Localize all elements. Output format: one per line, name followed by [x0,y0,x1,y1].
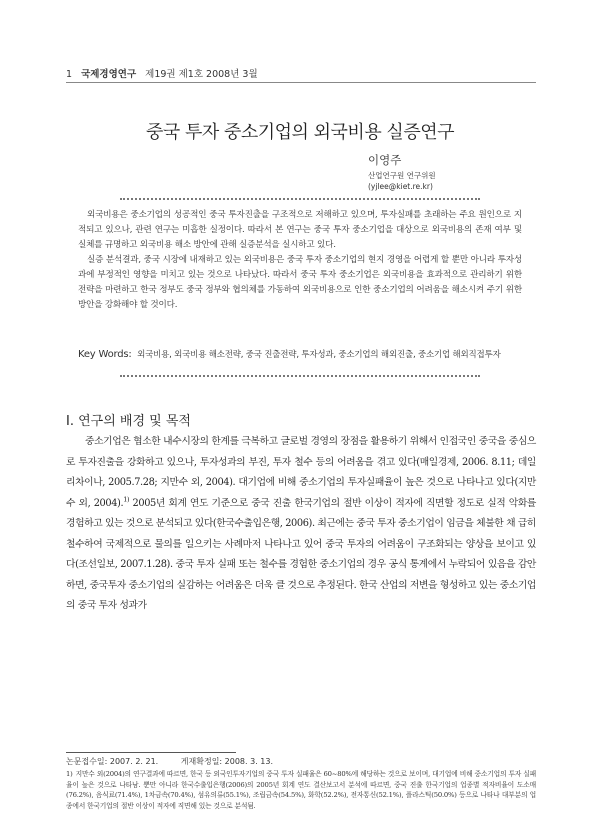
footnote [66,769,536,811]
section-heading: Ⅰ. 연구의 배경 및 목적 [66,414,191,429]
abstract [78,208,522,313]
abstract-paragraph: 외국비용은 중소기업의 성공적인 중국 투자진출을 구조적으로 저해하고 있으며, 투자실패를 초래하는 주요 원인으로 지적되고 있으나, 관련 연구는 미흡한 실정이다. 따라서 본 연구는 중국 투자 중소기업을 대상으로 외국비용의 존재 여부 및 실체를 규명하고 외국비용 해소 방안에 관해 실증분석을 실시하고 있다. [78,210,522,250]
body-text-part-1: 중소기업은 협소한 내수시장의 한계를 극복하고 글로벌 경영의 장점을 활용하기 위해서 인접국인 중국을 중심으로 투자진출을 강화하고 있으나, 투자성과의 부진, 투자 철수 등의 어려움을 겪고 있다(매일경제, 2006. 8.11; 데일리차이나, 2005.7.28; 지만수 외, 2004). 대기업에 비해 중소기업의 투자실패율이 높은 것으로 나타나고 있다(지만수 외, 2004). [66,436,536,509]
author-block [368,152,436,192]
body-text-part-2: 2005년 회계 연도 기준으로 중국 진출 한국기업의 절반 이상이 적자에 직면할 정도로 실적 악화를 경험하고 있는 것으로 분석되고 있다(한국수출입은행, 2006). 최근에는 중국 투자 중소기업이 임금을 체불한 채 급히 철수하여 국제적으로 물의를 일으키는 사례마저 나타나고 있어 중국 투자의 어려움이 구조화되는 양상을 보이고 있다(조선일보, 2007.1.28). 중국 투자 실패 또는 철수를 경험한 중소기업의 경우 공식 통계에서 누락되어 있음을 감안하면, 중국투자 중소기업의 실감하는 어려움은 더욱 클 것으로 추정된다. 한국 산업의 저변을 형성하고 있는 중소기업의 중국 투자 성과가 [66,497,536,611]
footnote-rule [66,752,236,753]
keywords-terms: 외국비용, 외국비용 해소전략, 중국 진출전략, 투자성과, 중소기업의 해외진출, 중소기업 해외직접투자 [137,350,501,360]
journal-name: 국제경영연구 [81,69,137,80]
abstract-bottom-divider [120,375,480,377]
running-head [66,66,258,80]
received-date: 논문접수일: 2007. 2. 21. [66,757,159,766]
author-name: 이영주 [368,153,402,167]
confirmed-date: 게재확정일: 2008. 3. 13. [180,757,274,766]
body-paragraph [66,432,536,617]
footnote-mark: 1) [66,770,73,778]
submission-dates [66,756,273,767]
keywords [78,348,538,360]
paper-title: 중국 투자 중소기업의 외국비용 실증연구 [146,122,454,143]
issue-info: 제19권 제1호 2008년 3월 [145,69,258,80]
author-affiliation: 산업연구원 연구위원 [368,171,436,180]
header-rule [66,82,536,83]
keywords-label: Key Words: [78,349,132,360]
author-email: (yjlee@kiet.re.kr) [368,182,433,191]
footnote-reference: 1) [123,495,130,504]
body-text [66,432,536,617]
abstract-top-divider [120,198,480,200]
page-number: 1 [66,69,73,80]
footnote-text: 지만수 외(2004)의 연구결과에 따르면, 한국 등 외국인투자기업의 중국 투자 실패율은 60~80%에 해당하는 것으로 보이며, 대기업에 비해 중소기업의 투자 실패율이 높은 것으로 나타남. 뿐만 아니라 한국수출입은행(2006)의 2005년 회계 연도 결산보고서 분석에 따르면, 중국 진출 한국기업의 업종별 적자비율이 도소매(76.2%), 음식료(71.4%), 1차금속(70.4%), 섬유의류(55.1%), 조립금속(54.5%), 화학(52.2%), 전자통신(52.1%), 플라스틱(50.0%) 등으로 나타나 대부분의 업종에서 한국기업의 절반 이상이 적자에 직면해 있는 것으로 분석됨. [66,770,536,810]
abstract-paragraph: 실증 분석결과, 중국 시장에 내재하고 있는 외국비용은 중국 투자 중소기업의 현지 경영을 어렵게 할 뿐만 아니라 투자성과에 부정적인 영향을 미치고 있는 것으로 나타났다. 따라서 중국 투자 중소기업은 외국비용을 효과적으로 관리하기 위한 전략을 마련하고 한국 정부도 중국 정부와 협의체를 가동하여 외국비용으로 인한 중소기업의 어려움을 해소시켜 주기 위한 방안을 강화해야 할 것이다. [78,255,522,310]
